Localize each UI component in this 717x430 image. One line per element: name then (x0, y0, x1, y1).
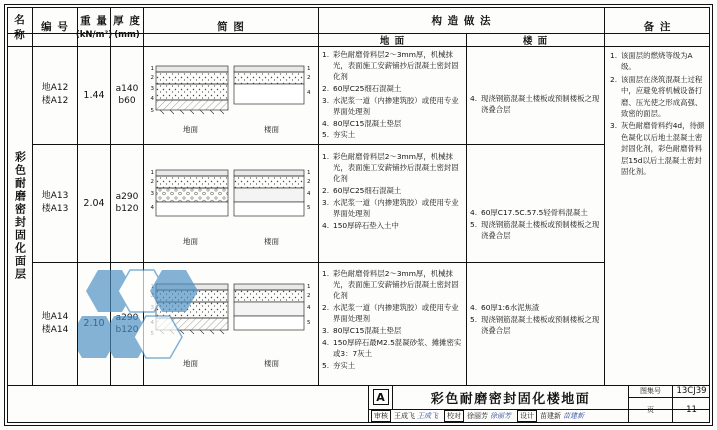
spec-item: 5. 夯实土 (322, 130, 356, 140)
svg-text:1: 1 (150, 170, 154, 176)
row-3-floor-spec (467, 262, 604, 385)
svg-text:1: 1 (307, 66, 311, 72)
svg-text:5: 5 (307, 205, 311, 211)
spec-item: 3. 水泥浆一道（内掺建筑胶）或使用专业界面处理剂 (322, 95, 459, 117)
row-3-code (33, 262, 77, 385)
row-3-label-ground: 地面 (183, 359, 198, 368)
row-2-weight: 2.04 (83, 197, 105, 209)
svg-text:3: 3 (150, 191, 154, 197)
header-construction: 构 造 做 法 (431, 14, 492, 27)
svg-text:4: 4 (307, 90, 311, 96)
header-ground: 地 面 (379, 35, 406, 47)
svg-text:2: 2 (307, 179, 311, 185)
detail-mark (369, 385, 392, 409)
spec-item: 4. 60厚1:6水泥焦渣 (470, 303, 540, 312)
check-label: 校对 (444, 410, 464, 422)
row-1-diagram (150, 52, 312, 138)
spec-item: 5. 现浇钢筋混凝土楼板或预制楼板之现浇叠合层 (470, 314, 600, 335)
row-2-label-floor: 楼面 (264, 237, 279, 246)
svg-text:2: 2 (150, 75, 154, 81)
header-remark: 备 注 (643, 21, 672, 33)
row-1-thickness-b: b60 (118, 96, 136, 106)
svg-text:2: 2 (307, 293, 311, 299)
row-2-diagram (150, 156, 312, 252)
spec-item: 3. 水泥浆一道（内掺建筑胶）或使用专业界面处理剂 (322, 197, 459, 219)
row-name-label: 彩色耐磨密封固化面层 (13, 150, 27, 281)
check-name: 徐丽芳 (467, 412, 488, 420)
svg-text:4: 4 (150, 96, 154, 102)
header-thickness-unit: (mm) (114, 30, 140, 40)
design-signature: 苗建新 (563, 412, 584, 420)
drawing-label: 图集号 (640, 387, 661, 395)
remark-item: 3. 灰色耐磨骨料约4d，待颜色凝化以后地土混凝土密封固化剂，彩色耐磨骨料层15d以后土混凝土密封固化剂。 (610, 121, 705, 177)
check-signature: 徐丽芳 (490, 412, 511, 420)
audit-label: 审核 (371, 410, 391, 422)
header-weight (75, 7, 113, 46)
row-2-code (33, 144, 77, 262)
signature-row (369, 409, 628, 423)
detail-mark-box: A (373, 389, 389, 405)
spec-item: 4. 150厚碎石垫入土中 (322, 220, 399, 230)
spec-item: 5. 现浇钢筋混凝土楼板或预制楼板之现浇叠合层 (470, 219, 600, 240)
svg-text:1: 1 (150, 66, 154, 72)
row-1-floor-spec (467, 46, 604, 144)
svg-text:1: 1 (307, 170, 311, 176)
svg-text:2: 2 (150, 179, 154, 185)
svg-text:5: 5 (307, 320, 311, 326)
row-2-figure (150, 156, 312, 236)
header-thickness (111, 7, 143, 46)
audit-name: 王成飞 (394, 412, 415, 420)
row-2-floor-spec (467, 144, 604, 262)
remark-item: 2. 该面层在浇筑混凝土过程中，应避免将机械设备打磨、压光使之形成高强、致密的面层。 (610, 74, 703, 119)
row-1-figure (150, 52, 312, 124)
row-3-ground-spec (319, 262, 466, 385)
row-1-thickness (111, 46, 143, 144)
spec-item: 2. 水泥浆一道（内掺建筑胶）或使用专业界面处理剂 (322, 303, 459, 324)
header-floor: 楼 面 (522, 35, 549, 47)
spec-item: 3. 80厚C15混凝土垫层 (322, 326, 402, 336)
header-name: 名 称 (14, 13, 26, 41)
row-1-weight: 1.44 (83, 89, 105, 101)
spec-item: 4. 60厚C17.5C.57.5轻骨料混凝土 (470, 208, 588, 217)
spec-item: 1. 彩色耐磨骨料层2～3mm厚，机械抹光，表面施工安薪铺抄后混凝土密封固化剂 (322, 50, 459, 82)
svg-text:3: 3 (150, 86, 154, 92)
row-1-code (33, 46, 77, 144)
design-name: 苗建新 (540, 412, 561, 420)
svg-text:5: 5 (150, 108, 154, 114)
design-label: 设计 (517, 410, 537, 422)
row-1-code-ground: 地A12 (41, 83, 69, 93)
header-diagram: 简 图 (217, 21, 245, 33)
spec-item: 2. 60厚C25细石混凝土 (322, 186, 402, 196)
row-1-label-ground: 地面 (183, 125, 198, 134)
row-2-code-ground: 地A13 (41, 191, 69, 201)
spec-item: 5. 夯实土 (322, 360, 356, 370)
row-2-label-ground: 地面 (183, 237, 198, 246)
svg-text:4: 4 (150, 205, 154, 211)
row-2-thickness-a: a290 (115, 192, 139, 202)
page-no: 11 (686, 405, 697, 415)
row-3-label-floor: 楼面 (264, 359, 279, 368)
drawing-no: 13CJ39 (676, 386, 707, 396)
row-1-thickness-a: a140 (115, 84, 139, 94)
footer-title: 彩色耐磨密封固化楼地面 (430, 391, 591, 407)
row-1-figure-labels (150, 124, 312, 135)
svg-text:4: 4 (307, 191, 311, 197)
row-2-ground-spec (319, 144, 466, 262)
row-1-label-floor: 楼面 (264, 125, 279, 134)
audit-signature: 王成飞 (417, 412, 438, 420)
row-1-code-floor: 楼A12 (41, 96, 69, 106)
page-label: 页 (647, 406, 654, 414)
header-weight-unit: (kN/m²) (75, 30, 113, 40)
svg-text:4: 4 (307, 305, 311, 311)
header-code: 编 号 (41, 21, 69, 33)
spec-item: 1. 彩色耐磨骨料层2～3mm厚，机械抹光，表面施工安薪铺抄后混凝土密封固化剂 (322, 152, 459, 184)
row-2-code-floor: 楼A13 (41, 204, 69, 214)
spec-item: 4. 现浇钢筋混凝土楼板或预制楼板之现浇叠合层 (470, 94, 600, 115)
remark-cell (605, 46, 710, 385)
row-1-ground-spec (319, 46, 466, 144)
row-2-thickness (111, 144, 143, 262)
watermark-logo (78, 262, 208, 372)
row-3-code-floor: 楼A14 (41, 324, 69, 335)
row-2-figure-labels (150, 236, 312, 247)
row-3-code-ground: 地A14 (41, 311, 69, 322)
svg-text:2: 2 (307, 75, 311, 81)
spec-item: 4. 150厚碎石最M2.5混凝砂浆、摊摊密实或3：7灰土 (322, 337, 462, 358)
remark-item: 1. 该面层的燃烧等级为A级。 (610, 51, 693, 72)
row-2-thickness-b: b120 (115, 204, 139, 214)
header-weight-main: 重 量 (80, 15, 108, 27)
spec-item: 1. 彩色耐磨骨料层2～3mm厚，机械抹光，表面施工安薪铺抄后混凝土密封固化剂 (322, 269, 459, 301)
spec-item: 4. 80厚C15混凝土垫层 (322, 118, 402, 128)
spec-item: 2. 60厚C25细石混凝土 (322, 84, 402, 94)
row-name-cell (8, 46, 32, 385)
header-thickness-main: 厚 度 (113, 15, 141, 27)
svg-text:1: 1 (307, 284, 311, 290)
